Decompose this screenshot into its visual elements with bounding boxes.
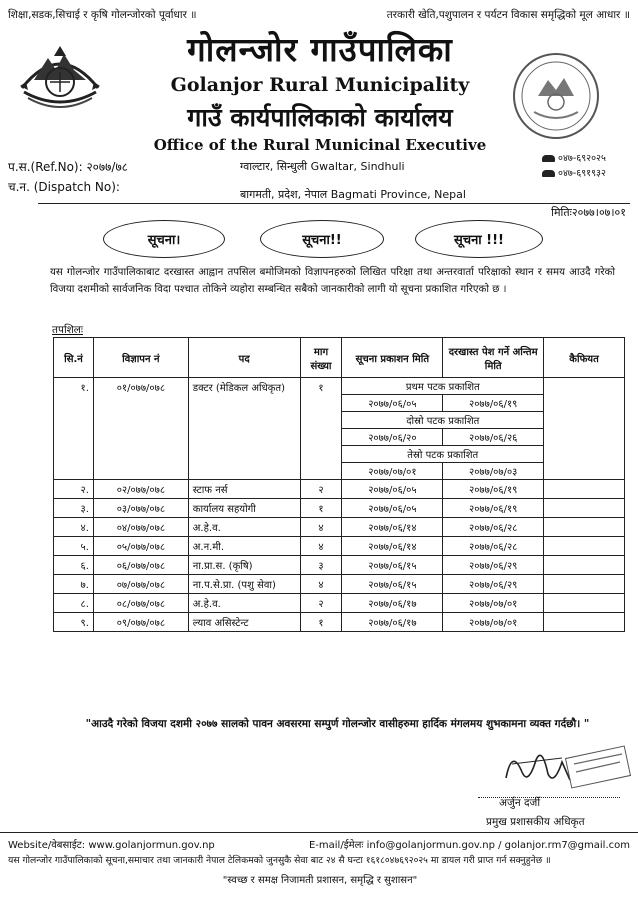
cell-post: ल्याव असिस्टेन्ट	[188, 613, 300, 632]
notice-oval-2	[260, 220, 384, 258]
cell-publish-date: २०७७/०६/०५	[342, 395, 443, 412]
cell-publish-date: २०७७/०६/१७	[342, 594, 443, 613]
table-header-row	[54, 338, 625, 378]
cell-demand: २	[300, 594, 342, 613]
cell-deadline: २०७७/०७/०१	[443, 594, 544, 613]
header-deadline: दरखास्त पेश गर्ने अन्तिम मिति	[443, 338, 544, 378]
motto-separator: ॥	[623, 9, 630, 21]
table-row	[54, 594, 625, 613]
cell-post: अ.न.मी.	[188, 537, 300, 556]
notice-date: मितिः२०७७।०७।०१	[551, 206, 626, 219]
cell-demand: १	[300, 613, 342, 632]
cell-post: ना.प्रा.स. (कृषि)	[188, 556, 300, 575]
cell-remarks	[544, 613, 625, 632]
cell-sn: ४.	[54, 518, 94, 537]
cell-deadline: २०७७/०६/२९	[443, 575, 544, 594]
phase-label: प्रथम पटक प्रकाशित	[342, 378, 544, 395]
table-row	[54, 518, 625, 537]
cell-post: ना.प.से.प्रा. (पशु सेवा)	[188, 575, 300, 594]
phone-icon	[542, 155, 555, 162]
office-title-english: Office of the Rural Municinal Executive	[153, 136, 487, 154]
cell-sn: ५.	[54, 537, 94, 556]
office-title-nepali: गाउँ कार्यपालिकाको कार्यालय	[187, 103, 453, 132]
header-divider	[38, 203, 630, 204]
office-seal-icon	[510, 50, 602, 142]
motto-left-text: शिक्षा,सडक,सिचाई र कृषि गोलन्जोरको पूर्वाधार	[8, 9, 187, 21]
footer-divider	[0, 832, 638, 833]
municipality-title-english: Golanjor Rural Municipality	[170, 74, 470, 96]
cell-demand: ४	[300, 518, 342, 537]
header-ad-no: विज्ञापन नं	[93, 338, 188, 378]
cell-publish-date: २०७७/०६/०५	[342, 499, 443, 518]
website-link[interactable]: Website/वेबसाईट: www.golanjormun.gov.np	[8, 840, 215, 851]
cell-sn: ७.	[54, 575, 94, 594]
signature-icon	[492, 742, 632, 792]
cell-ad-no: ०६/०७७/०७८	[93, 556, 188, 575]
cell-deadline: २०७७/०६/२८	[443, 537, 544, 556]
cell-ad-no: ०७/०७७/०७८	[93, 575, 188, 594]
cell-ad-no: ०२/०७७/०७८	[93, 480, 188, 499]
notice-oval-3	[415, 220, 543, 258]
cell-deadline: २०७७/०६/१९	[443, 395, 544, 412]
table-row	[54, 556, 625, 575]
cell-publish-date: २०७७/०६/१५	[342, 556, 443, 575]
cell-ad-no: ०४/०७७/०७८	[93, 518, 188, 537]
cell-remarks	[544, 537, 625, 556]
cell-remarks	[544, 499, 625, 518]
cell-sn: ८.	[54, 594, 94, 613]
cell-publish-date: २०७७/०६/१७	[342, 613, 443, 632]
signatory-name: अर्जुन दर्जी	[499, 797, 541, 809]
header-remarks: कैफियत	[544, 338, 625, 378]
header-publish-date: सूचना प्रकाशन मिति	[342, 338, 443, 378]
phase-label: दोस्रो पटक प्रकाशित	[342, 412, 544, 429]
cell-remarks	[544, 575, 625, 594]
cell-post: कार्यालय सहयोगी	[188, 499, 300, 518]
cell-sn: ६.	[54, 556, 94, 575]
cell-post: स्टाफ नर्स	[188, 480, 300, 499]
table-row	[54, 537, 625, 556]
cell-post: अ.हे.व.	[188, 594, 300, 613]
cell-demand: १	[300, 499, 342, 518]
dispatch-number: च.न. (Dispatch No):	[8, 180, 120, 194]
cell-publish-date: २०७७/०६/१४	[342, 537, 443, 556]
cell-sn: ३.	[54, 499, 94, 518]
notice-oval-2-label: सूचना!!	[302, 233, 342, 248]
header-sn: सि.नं	[54, 338, 94, 378]
address-line-2: बागमती, प्रदेश, नेपाल Bagmati Province, Nepal	[240, 188, 466, 201]
cell-demand: ४	[300, 537, 342, 556]
municipality-title-nepali: गोलन्जोर गाउँपालिका	[187, 30, 453, 69]
table-row	[54, 499, 625, 518]
motto-left	[8, 8, 197, 22]
cell-deadline: २०७७/०६/२८	[443, 518, 544, 537]
cell-post: अ.हे.व.	[188, 518, 300, 537]
vacancy-table	[53, 337, 625, 632]
cell-publish-date: २०७७/०६/२०	[342, 429, 443, 446]
reference-number: प.स.(Ref.No): २०७७/७८	[8, 160, 128, 174]
cell-remarks	[544, 378, 625, 480]
cell-deadline: २०७७/०६/२६	[443, 429, 544, 446]
cell-post: डक्टर (मेडिकल अधिकृत)	[188, 378, 300, 480]
cell-publish-date: २०७७/०६/१५	[342, 575, 443, 594]
cell-ad-no: ०३/०७७/०७८	[93, 499, 188, 518]
cell-deadline: २०७७/०७/०३	[443, 463, 544, 480]
cell-ad-no: ०९/०७७/०७८	[93, 613, 188, 632]
table-row	[54, 575, 625, 594]
phone-text-2: ०४७-६९१९३२	[558, 168, 606, 179]
phone-number-1	[542, 151, 606, 164]
cell-publish-date: २०७७/०६/१४	[342, 518, 443, 537]
email-link[interactable]: E-mail/ईमेलः info@golanjormun.gov.np / golanjor.rm7@gmail.com	[308, 840, 630, 851]
notice-intro-text: यस गोलन्जोर गाउँपालिकाबाट दरखास्त आह्वान तपसिल बमोजिमको विज्ञापनहरुको लिखित परिक्षा तथा अन्तरवार्ता परिक्षाको स्थान र समय आउदै गरेको विजया दशमीको सार्वजनिक विदा पश्चात तोकिने व्यहोरा सम्बन्धित सबैको जानकारीको लागी यो सूचना प्रकाशित गरिएको छ ।	[50, 267, 615, 295]
phone-text-1: ०४७-६९२०२५	[558, 153, 606, 164]
nepal-emblem-icon	[14, 36, 106, 116]
footer-slogan: "स्वच्छ र समक्ष निजामती प्रशासन, समृद्धि र सुशासन"	[222, 875, 418, 886]
motto-separator: ॥	[190, 9, 197, 21]
header-demand: माग संख्या	[300, 338, 342, 378]
cell-deadline: २०७७/०६/१९	[443, 499, 544, 518]
address-line-1: ग्वाल्टार, सिन्धुली Gwaltar, Sindhuli	[240, 160, 405, 173]
cell-deadline: २०७७/०६/१९	[443, 480, 544, 499]
cell-ad-no: ०५/०७७/०७८	[93, 537, 188, 556]
cell-remarks	[544, 594, 625, 613]
cell-ad-no: ०१/०७७/०७८	[93, 378, 188, 480]
cell-sn: २.	[54, 480, 94, 499]
phone-number-2	[542, 166, 606, 179]
cell-remarks	[544, 556, 625, 575]
cell-demand: ३	[300, 556, 342, 575]
cell-demand: २	[300, 480, 342, 499]
cell-publish-date: २०७७/०७/०१	[342, 463, 443, 480]
header-post: पद	[188, 338, 300, 378]
phone-icon	[542, 170, 555, 177]
notice-oval-1-label: सूचना।	[147, 233, 181, 248]
table-label: तपशिलः	[52, 324, 84, 336]
cell-deadline: २०७७/०७/०१	[443, 613, 544, 632]
motto-right-text: तरकारी खेति,पशुपालन र पर्यटन विकास समृद्धिको मूल आधार	[386, 9, 621, 21]
table-row	[54, 480, 625, 499]
cell-demand: ४	[300, 575, 342, 594]
table-row	[54, 378, 625, 395]
cell-demand: १	[300, 378, 342, 480]
table-row	[54, 613, 625, 632]
cell-publish-date: २०७७/०६/०५	[342, 480, 443, 499]
cell-remarks	[544, 480, 625, 499]
cell-remarks	[544, 518, 625, 537]
cell-sn: १.	[54, 378, 94, 480]
festival-greeting: "आउदै गरेको विजया दशमी २०७७ सालको पावन अवसरमा सम्पुर्ण गोलन्जोर वासीहरुमा हार्दिक मंगलमय शुभकामना व्यक्त गर्दछौ। "	[85, 718, 590, 730]
notice-oval-3-label: सूचना !!!	[454, 233, 504, 248]
phase-label: तेस्रो पटक प्रकाशित	[342, 446, 544, 463]
notice-oval-1	[103, 220, 225, 258]
cell-ad-no: ०८/०७७/०७८	[93, 594, 188, 613]
cell-sn: ९.	[54, 613, 94, 632]
footer-note: यस गोलन्जोर गाउँपालिकाको सूचना,समाचार तथा जानकारी नेपाल टेलिकमको जुनसुकै सेवा बाट २४ सै घन्टा १६१८०४७६९२०२५ मा डायल गरी प्राप्त गर्न सक्नुहुनेछ ॥	[8, 855, 551, 866]
signatory-title: प्रमुख प्रशासकीय अधिकृत	[486, 816, 585, 828]
motto-right	[290, 8, 630, 22]
cell-deadline: २०७७/०६/२९	[443, 556, 544, 575]
